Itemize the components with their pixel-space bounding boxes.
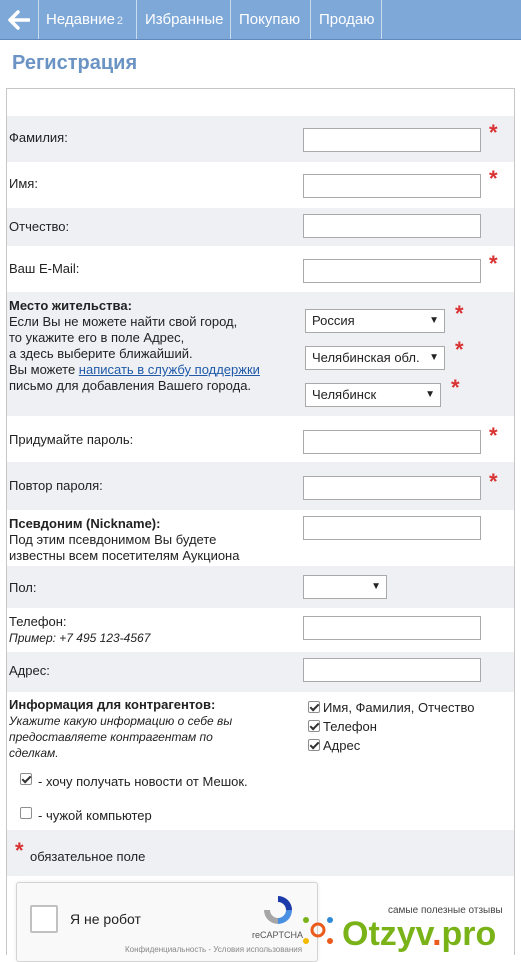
required-note-text: обязательное поле: [30, 849, 146, 864]
contractors-hint2: предоставляете контрагентам по: [9, 730, 213, 744]
recaptcha-logo-icon: [261, 893, 295, 927]
address-input[interactable]: [303, 658, 481, 682]
name-label: Имя:: [9, 176, 38, 191]
email-label: Ваш E-Mail:: [9, 261, 80, 276]
email-input[interactable]: [303, 259, 481, 283]
watermark-logo-dot: .: [432, 915, 442, 953]
recaptcha-checkbox[interactable]: [30, 905, 58, 933]
residence-line3: а здесь выберите ближайший.: [9, 346, 193, 361]
tab-recent-count: 2: [116, 15, 124, 27]
foreign-pc-checkbox[interactable]: [20, 807, 32, 819]
contractors-hint3: сделкам.: [9, 746, 59, 760]
country-required-mark: *: [455, 301, 464, 326]
password-repeat-required-mark: *: [489, 469, 498, 494]
gender-label: Пол:: [9, 580, 37, 595]
residence-line2: то укажите его в поле Адрес,: [9, 330, 185, 345]
nickname-line2: известны всем посетителям Аукциона: [9, 548, 240, 563]
otzyv-watermark: [298, 898, 521, 955]
tab-recent[interactable]: [38, 0, 137, 39]
nickname-text: [9, 516, 239, 564]
news-checkbox[interactable]: [20, 773, 32, 785]
address-label: Адрес:: [9, 663, 50, 678]
top-navigation: [0, 0, 521, 40]
tab-favorites[interactable]: [137, 0, 231, 39]
country-select[interactable]: [305, 309, 445, 333]
residence-line5: письмо для добавления Вашего города.: [9, 378, 252, 393]
required-note-mark: *: [15, 838, 24, 863]
recaptcha-terms[interactable]: Конфиденциальность - Условия использования: [125, 945, 303, 954]
password-label: Придумайте пароль:: [9, 432, 134, 447]
contractor-fullname-checkbox[interactable]: [308, 701, 320, 713]
chevron-down-icon: ▼: [429, 352, 439, 363]
contractors-hint1: Укажите какую информацию о себе вы: [9, 714, 233, 728]
back-button[interactable]: [0, 0, 39, 39]
page-title: Регистрация: [12, 52, 138, 74]
residence-line4-prefix: Вы можете: [9, 362, 79, 377]
tab-buying[interactable]: [231, 0, 311, 39]
recaptcha-widget: [16, 882, 318, 962]
contractors-text: [9, 697, 232, 761]
residence-title: Место жительства:: [9, 298, 132, 313]
support-link[interactable]: написать в службу поддержки: [78, 362, 260, 377]
region-value: Челябинская обл.: [312, 350, 420, 365]
contractor-address-label: Адрес: [323, 738, 361, 753]
residence-line1: Если Вы не можете найти свой город,: [9, 314, 238, 329]
watermark-logo-main: Otzyv: [342, 915, 433, 953]
nickname-input[interactable]: [303, 516, 481, 540]
surname-label: Фамилия:: [9, 130, 68, 145]
surname-required-mark: *: [489, 120, 498, 145]
news-label: - хочу получать новости от Мешок.: [38, 774, 248, 789]
name-required-mark: *: [489, 166, 498, 191]
contractor-phone-label: Телефон: [323, 719, 377, 734]
phone-hint: Пример: +7 495 123-4567: [9, 631, 151, 645]
watermark-logo-text: [342, 915, 496, 954]
phone-input[interactable]: [303, 616, 481, 640]
phone-label: Телефон:: [9, 614, 67, 629]
nickname-line1: Под этим псевдонимом Вы будете: [9, 532, 217, 547]
watermark-logo-tld: pro: [441, 915, 497, 953]
contractor-address-checkbox[interactable]: [308, 739, 320, 751]
foreign-pc-label: - чужой компьютер: [38, 808, 152, 823]
residence-text: [9, 298, 260, 394]
gender-row: [7, 566, 514, 608]
password-input[interactable]: [303, 430, 481, 454]
tab-favorites-label: Избранные: [145, 11, 224, 28]
otzyv-logo-icon: [298, 910, 338, 950]
surname-input[interactable]: [303, 128, 481, 152]
watermark-tagline: самые полезные отзывы: [388, 905, 503, 916]
tab-selling[interactable]: [311, 0, 382, 39]
arrow-left-icon: [8, 10, 30, 30]
chevron-down-icon: ▼: [371, 581, 381, 592]
recaptcha-brand: reCAPTCHA: [252, 930, 304, 940]
phone-text: [9, 614, 150, 646]
country-value: Россия: [312, 313, 355, 328]
patronymic-label: Отчество:: [9, 219, 70, 234]
nickname-title: Псевдоним (Nickname):: [9, 516, 161, 531]
password-repeat-input[interactable]: [303, 476, 481, 500]
tab-recent-label: Недавние: [46, 11, 115, 28]
contractor-fullname-label: Имя, Фамилия, Отчество: [323, 700, 475, 715]
password-required-mark: *: [489, 423, 498, 448]
contractor-phone-checkbox[interactable]: [308, 720, 320, 732]
gender-select[interactable]: [303, 575, 387, 599]
region-required-mark: *: [455, 337, 464, 362]
chevron-down-icon: ▼: [425, 389, 435, 400]
chevron-down-icon: ▼: [429, 315, 439, 326]
recaptcha-label: Я не робот: [70, 911, 141, 927]
city-required-mark: *: [451, 375, 460, 400]
region-select[interactable]: [305, 346, 445, 370]
patronymic-input[interactable]: [303, 214, 481, 238]
password-repeat-label: Повтор пароля:: [9, 478, 103, 493]
tab-buying-label: Покупаю: [239, 11, 301, 28]
name-input[interactable]: [303, 174, 481, 198]
tab-selling-label: Продаю: [319, 11, 375, 28]
city-select[interactable]: [305, 383, 441, 407]
email-required-mark: *: [489, 251, 498, 276]
contractors-title: Информация для контрагентов:: [9, 697, 216, 712]
city-value: Челябинск: [312, 387, 377, 402]
